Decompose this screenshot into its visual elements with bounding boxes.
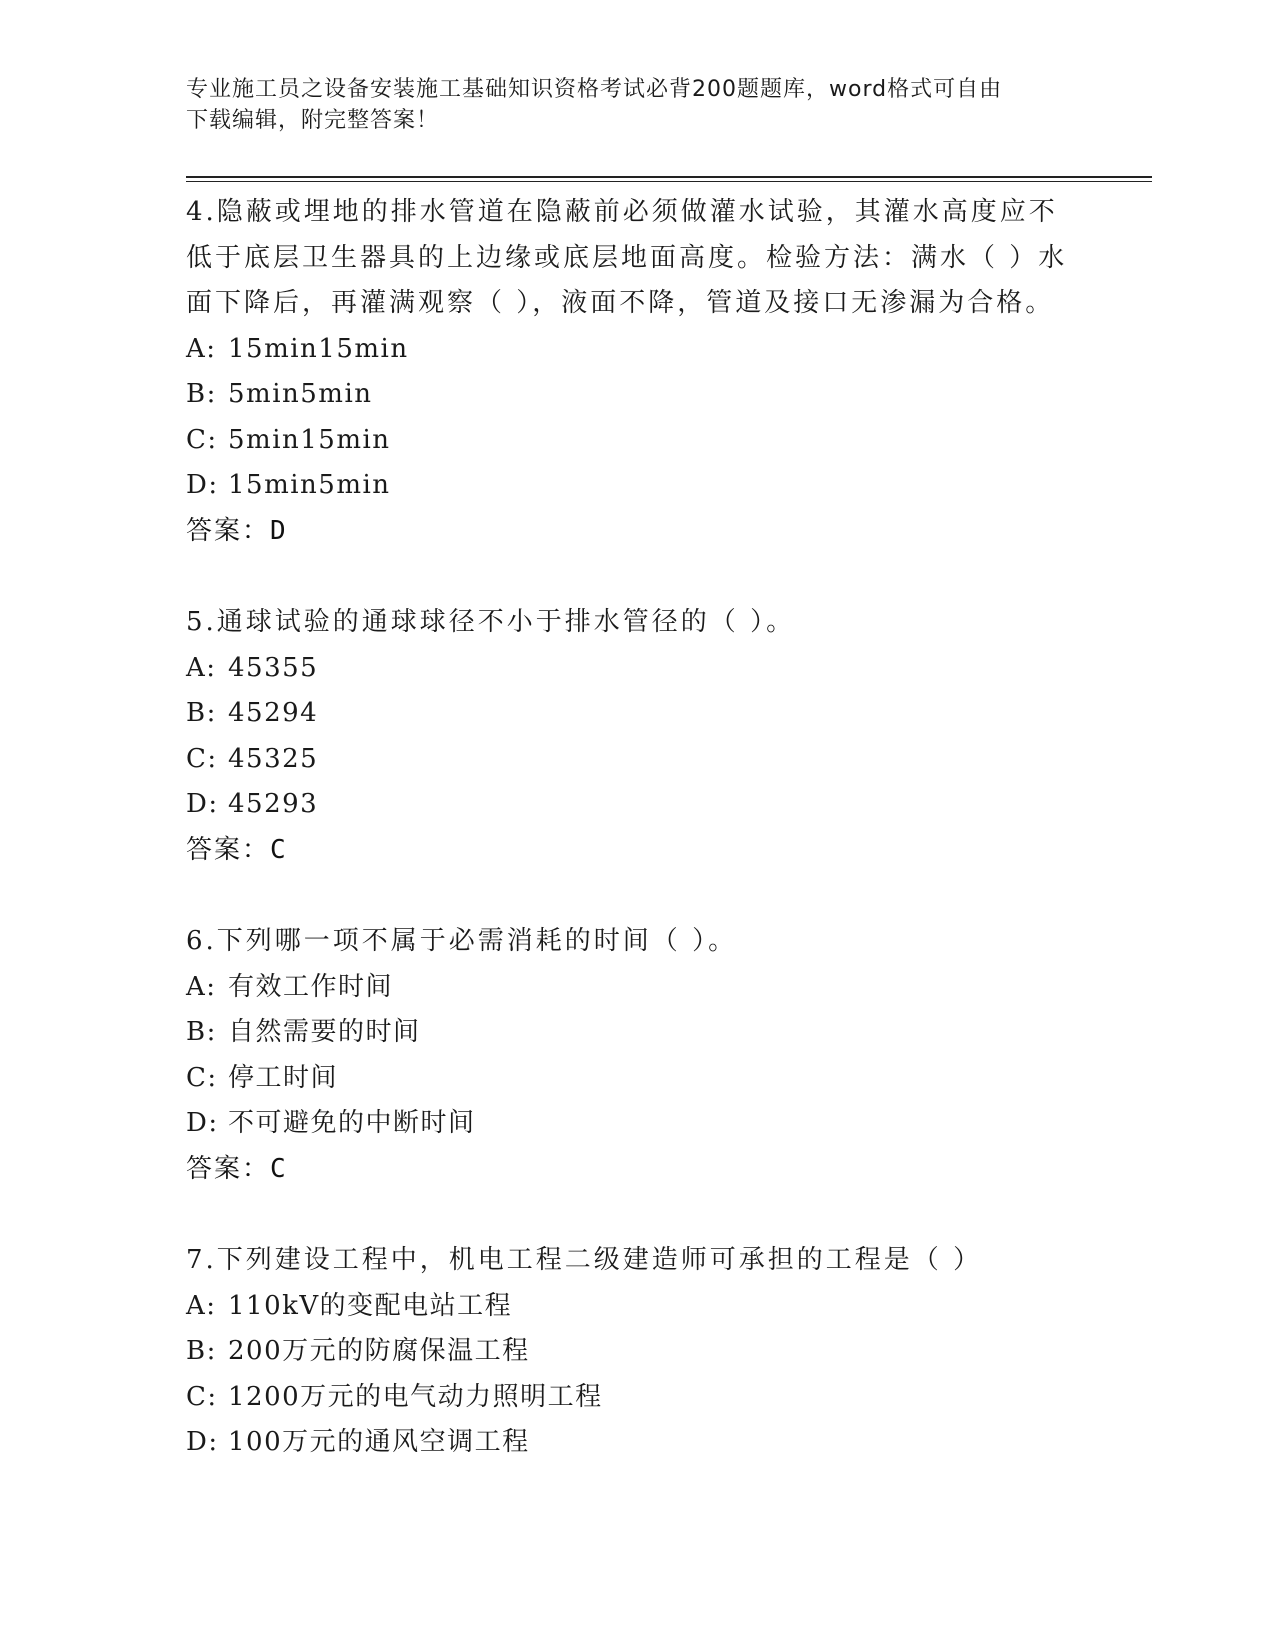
option-c	[186, 737, 1076, 783]
option-letter: C:	[186, 424, 218, 455]
option-letter: B:	[186, 1017, 217, 1047]
answer-line	[186, 509, 1076, 555]
option-a	[186, 1284, 1076, 1330]
option-text: 45293	[228, 789, 319, 819]
question-text: 5.通球试验的通球球径不小于排水管径的（ ）。	[186, 607, 796, 637]
answer-label: 答案：	[186, 515, 271, 546]
header-rule-thin	[186, 181, 1152, 182]
option-text: 停工时间	[228, 1062, 339, 1093]
option-c	[186, 1375, 1076, 1421]
option-b	[186, 372, 1076, 418]
option-letter: A:	[186, 333, 217, 364]
option-letter: A:	[186, 1290, 217, 1321]
answer-value: C	[270, 1153, 288, 1184]
answer-value: D	[270, 515, 288, 546]
option-text: 5min5min	[228, 379, 373, 409]
option-letter: A:	[186, 971, 217, 1002]
option-d	[186, 463, 1076, 509]
option-b	[186, 1010, 1076, 1056]
question-spacer	[186, 554, 1076, 600]
option-text: 45294	[228, 698, 319, 728]
option-text: 100万元的通风空调工程	[228, 1427, 530, 1457]
option-letter: D:	[186, 470, 219, 500]
answer-line	[186, 1147, 1076, 1193]
option-text: 45355	[228, 652, 319, 683]
question-spacer	[186, 1192, 1076, 1238]
answer-line	[186, 828, 1076, 874]
option-letter: C:	[186, 1062, 218, 1093]
answer-value: C	[270, 834, 288, 865]
option-a	[186, 646, 1076, 692]
document-header	[186, 74, 1066, 136]
option-c	[186, 418, 1076, 464]
question-list	[186, 190, 1076, 1466]
option-text: 110kV的变配电站工程	[228, 1290, 513, 1321]
option-d	[186, 1101, 1076, 1147]
option-letter: C:	[186, 1381, 218, 1412]
option-letter: D:	[186, 1427, 219, 1457]
option-letter: D:	[186, 1108, 219, 1138]
question-6	[186, 919, 1076, 1192]
question-7	[186, 1238, 1076, 1466]
option-text: 5min15min	[228, 424, 391, 455]
option-a	[186, 327, 1076, 373]
option-text: 1200万元的电气动力照明工程	[228, 1381, 603, 1412]
option-letter: B:	[186, 379, 217, 409]
option-text: 15min15min	[228, 333, 409, 364]
option-d	[186, 1420, 1076, 1466]
question-text: 4.隐蔽或埋地的排水管道在隐蔽前必须做灌水试验，其灌水高度应不低于底层卫生器具的上边缘或底层地面高度。检验方法：满水（ ）水面下降后，再灌满观察（ ），液面不降，管道及接口无渗漏为合格。	[186, 197, 1068, 318]
question-5	[186, 600, 1076, 873]
option-text: 自然需要的时间	[228, 1017, 421, 1047]
option-text: 不可避免的中断时间	[228, 1108, 476, 1138]
option-b	[186, 1329, 1076, 1375]
option-c	[186, 1056, 1076, 1102]
header-line-2: 下载编辑，附完整答案！	[186, 108, 440, 133]
option-letter: B:	[186, 698, 217, 728]
question-text: 7.下列建设工程中，机电工程二级建造师可承担的工程是（ ）	[186, 1245, 983, 1275]
question-4	[186, 190, 1076, 554]
question-spacer	[186, 873, 1076, 919]
header-rule-thick	[186, 176, 1152, 178]
option-a	[186, 965, 1076, 1011]
option-text: 45325	[228, 743, 319, 774]
option-d	[186, 782, 1076, 828]
option-text: 200万元的防腐保温工程	[228, 1336, 530, 1366]
option-letter: D:	[186, 789, 219, 819]
option-letter: C:	[186, 743, 218, 774]
answer-label: 答案：	[186, 834, 271, 865]
option-b	[186, 691, 1076, 737]
option-text: 15min5min	[228, 470, 391, 500]
header-line-1: 专业施工员之设备安装施工基础知识资格考试必背200题题库，word格式可自由	[186, 77, 1003, 102]
option-letter: A:	[186, 652, 217, 683]
question-text: 6.下列哪一项不属于必需消耗的时间（ ）。	[186, 926, 738, 956]
option-letter: B:	[186, 1336, 217, 1366]
answer-label: 答案：	[186, 1153, 271, 1184]
option-text: 有效工作时间	[228, 971, 394, 1002]
